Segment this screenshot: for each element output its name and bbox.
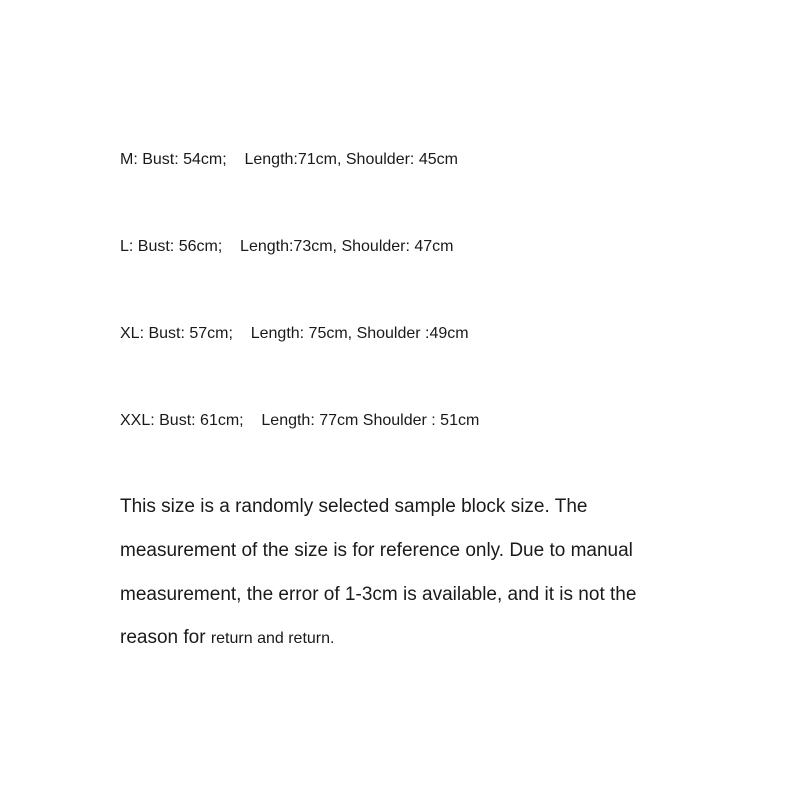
disclaimer-line-4 — [120, 626, 334, 651]
disclaimer-line-4-end: return and return. — [210, 630, 335, 647]
size-l-measurements: L: Bust: 56cm; Length:73cm, Shoulder: 47cm — [120, 238, 454, 255]
size-xl-measurements: XL: Bust: 57cm; Length: 75cm, Shoulder :49cm — [120, 325, 469, 342]
size-m-measurements: M: Bust: 54cm; Length:71cm, Shoulder: 45cm — [120, 151, 458, 168]
disclaimer-line-3: measurement, the error of 1-3cm is available, and it is not the — [120, 584, 637, 605]
disclaimer-line-4-start: reason for — [120, 627, 211, 648]
disclaimer-line-1: This size is a randomly selected sample block size. The — [120, 496, 588, 517]
size-xxl-measurements: XXL: Bust: 61cm; Length: 77cm Shoulder : 51cm — [120, 412, 480, 429]
disclaimer-line-2: measurement of the size is for reference only. Due to manual — [120, 540, 633, 561]
